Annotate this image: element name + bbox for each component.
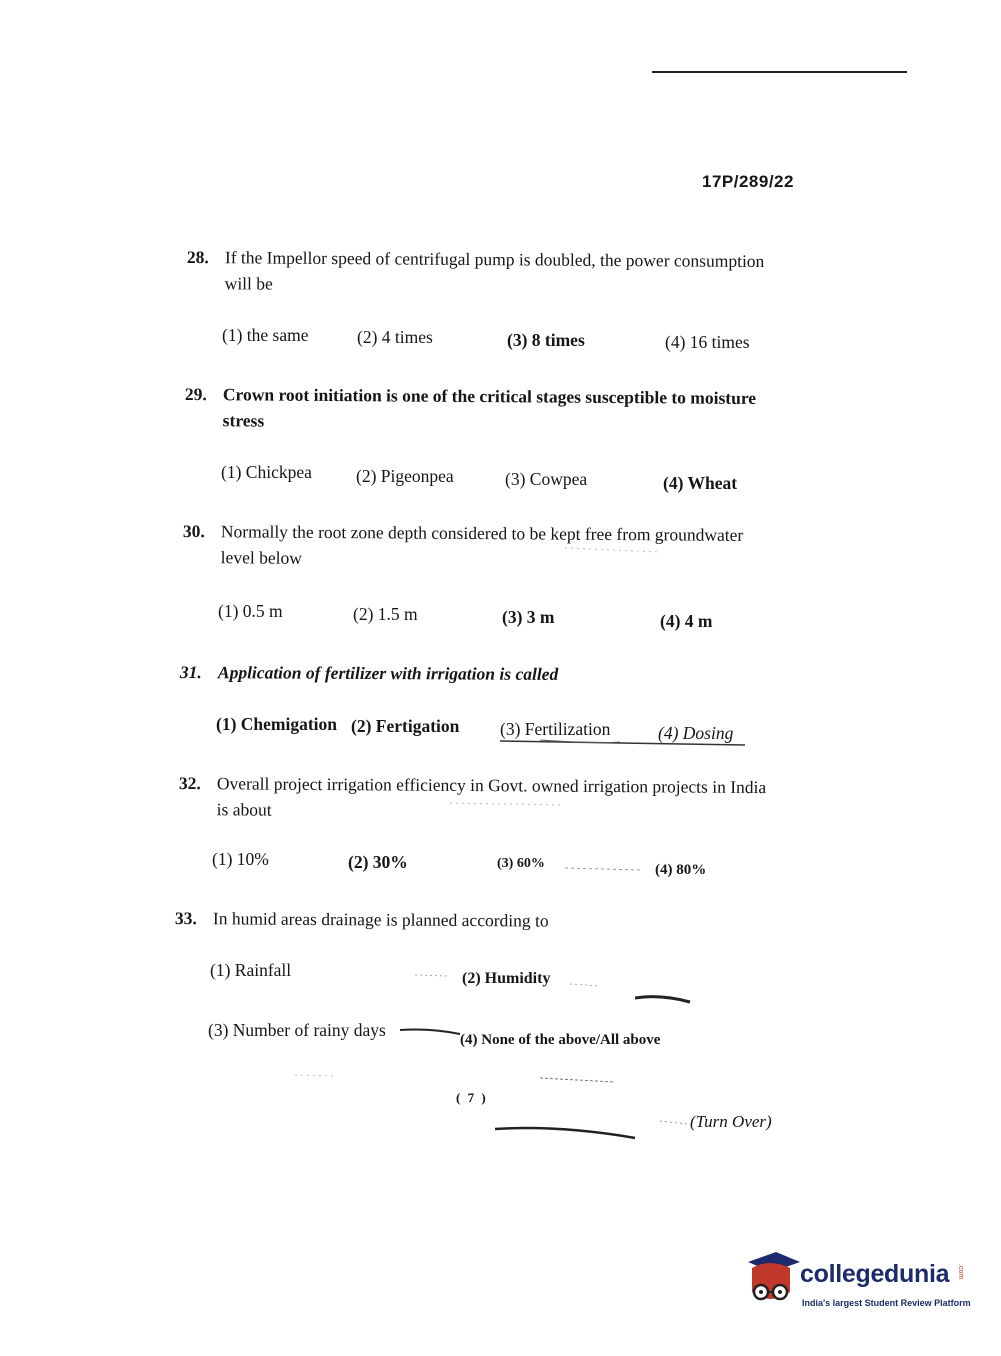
option-1: (1) the same [222,325,309,345]
option-1: (1) 0.5 m [218,601,283,621]
question-text-line: In humid areas drainage is planned according to [212,908,549,931]
question-number: 33. [174,907,197,929]
option-3: (3) Cowpea [505,469,588,489]
question-text-line: level below [220,547,302,568]
page-number: ( 7 ) [456,1090,488,1105]
question-text-line: Normally the root zone depth considered to be kept free from groundwater [220,521,744,545]
option-1: (1) Chickpea [221,462,312,482]
question-number: 28. [186,246,209,268]
option-3: (3) 8 times [507,330,585,350]
option-4: (4) 4 m [660,611,713,631]
option-4: (4) Dosing [658,723,734,743]
paper-code: 17P/289/22 [702,172,794,191]
brand-name: collegedunia [800,1260,950,1288]
brand-tagline: India's largest Student Review Platform [802,1298,971,1308]
option-2: (2) Pigeonpea [356,466,454,486]
question-text-line: will be [224,273,273,294]
question-text-line: is about [216,799,272,820]
option-2: (2) 4 times [357,327,433,347]
graduate-mascot-icon [740,1248,800,1310]
option-2: (2) 1.5 m [353,604,418,624]
option-3: (3) Number of rainy days [208,1020,386,1040]
question-text-line: Crown root initiation is one of the critical stages susceptible to moisture [222,384,757,408]
option-1: (1) 10% [212,849,269,869]
question-text-line: Application of fertilizer with irrigation is called [217,662,559,684]
turn-over-note: (Turn Over) [690,1112,772,1131]
option-3: (3) 3 m [502,607,555,627]
option-1: (1) Chemigation [216,714,338,734]
collegedunia-brand [740,1248,980,1318]
question-text-line: stress [222,410,265,431]
option-4: (4) 80% [655,862,707,878]
question-number: 30. [182,520,205,542]
option-4: (4) Wheat [663,473,738,493]
question-text-line: Overall project irrigation efficiency in Govt. owned irrigation projects in India [216,773,767,798]
option-3: (3) 60% [497,856,545,871]
option-2: (2) Fertigation [351,716,460,736]
option-2: (2) 30% [348,852,408,872]
question-number: 32. [178,772,201,794]
option-3: (3) Fertilization [500,719,611,739]
question-text-line: If the Impellor speed of centrifugal pump is doubled, the power consumption [224,247,765,272]
option-1: (1) Rainfall [210,960,292,980]
question-number: 29. [184,383,207,405]
option-2: (2) Humidity [462,970,551,987]
option-4: (4) 16 times [665,332,750,352]
question-number: 31. [179,661,202,683]
option-4: (4) None of the above/All above [460,1032,661,1048]
brand-suffix: .com [957,1264,964,1280]
